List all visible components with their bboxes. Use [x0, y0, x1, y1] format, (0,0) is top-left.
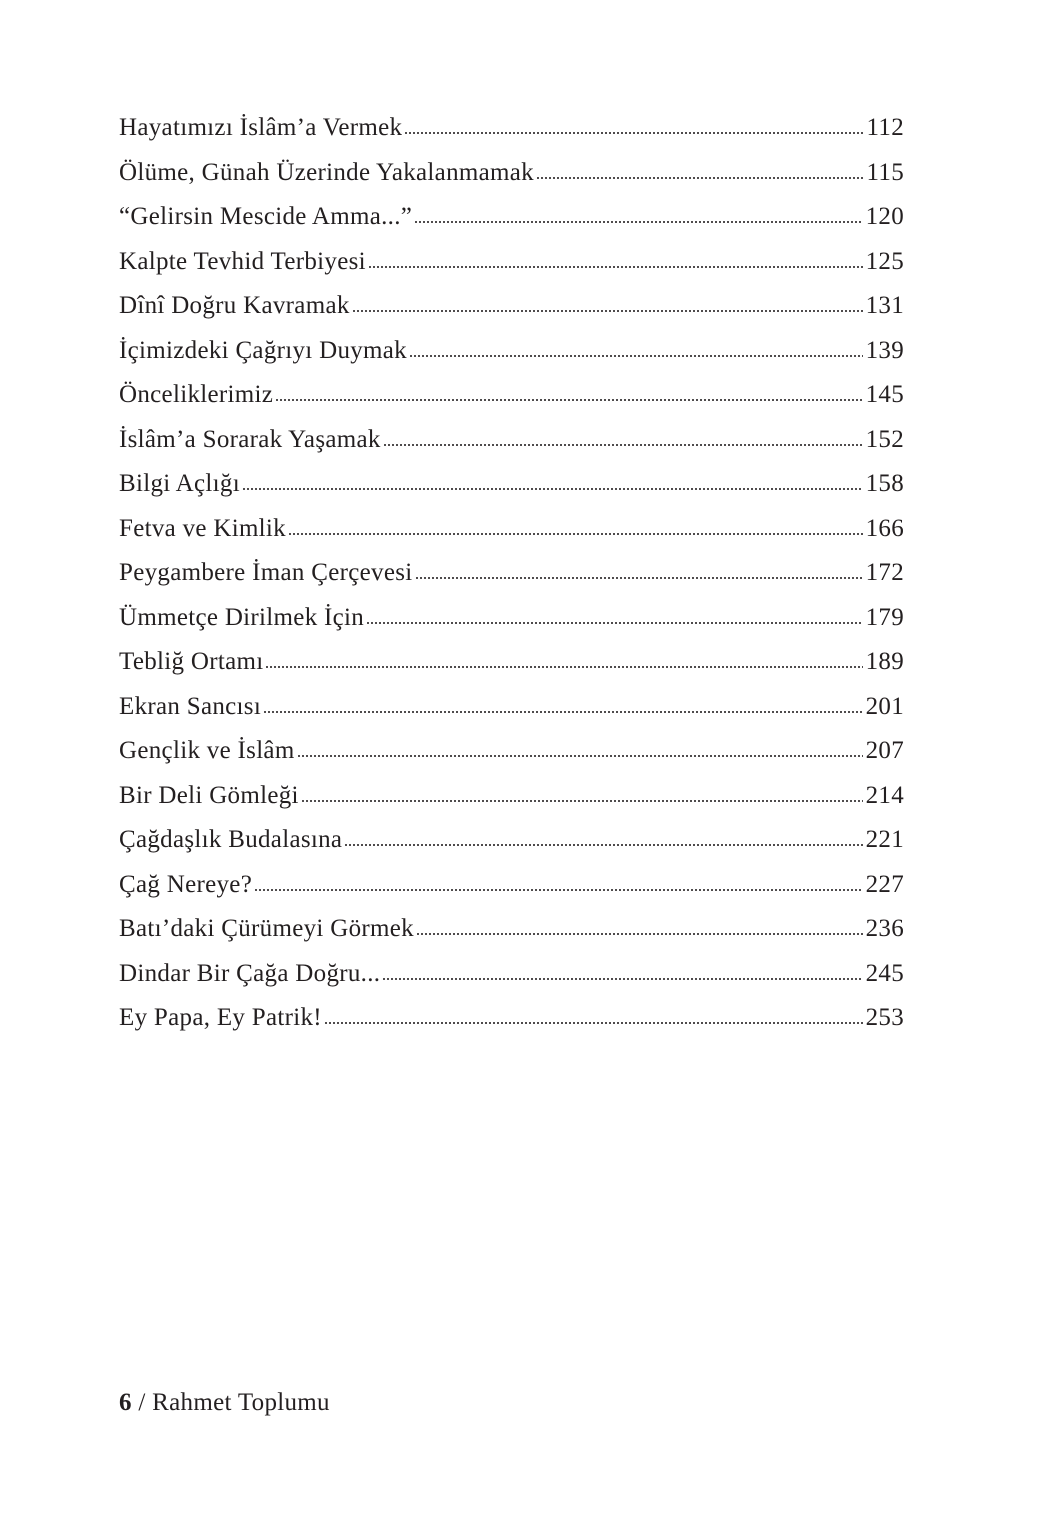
toc-entry	[119, 507, 904, 552]
toc-entry-title: İslâm’a Sorarak Yaşamak	[119, 425, 381, 453]
toc-entry	[119, 195, 904, 240]
dot-leader	[536, 177, 864, 179]
toc-entry	[119, 729, 904, 774]
toc-entry	[119, 329, 904, 374]
table-of-contents	[119, 106, 904, 1041]
toc-entry-title: Ekran Sancısı	[119, 692, 262, 720]
toc-entry-page: 214	[865, 781, 904, 809]
toc-entry-page: 125	[865, 247, 904, 275]
dot-leader	[288, 533, 863, 535]
toc-entry	[119, 907, 904, 952]
dot-leader	[352, 310, 863, 312]
toc-entry-title: Fetva ve Kimlik	[119, 514, 286, 542]
toc-entry	[119, 863, 904, 908]
toc-entry-page: 131	[865, 292, 904, 319]
toc-entry-page: 112	[866, 114, 904, 141]
dot-leader	[297, 755, 863, 757]
dot-leader	[415, 577, 863, 579]
toc-entry-page: 245	[865, 959, 904, 987]
dot-leader	[301, 800, 863, 802]
toc-entry-page: 158	[865, 470, 904, 497]
toc-entry-page: 227	[865, 870, 904, 898]
toc-entry-page: 172	[865, 559, 904, 586]
footer-page-number: 6	[119, 1389, 132, 1416]
toc-entry-title: Bilgi Açlığı	[119, 470, 240, 497]
toc-entry-page: 221	[865, 826, 904, 853]
toc-entry	[119, 373, 904, 418]
toc-entry-title: Ölüme, Günah Üzerinde Yakalanmamak	[119, 158, 534, 186]
dot-leader	[414, 221, 862, 223]
toc-entry-title: Hayatımızı İslâm’a Vermek	[119, 114, 403, 141]
toc-entry-page: 166	[865, 514, 904, 542]
toc-entry	[119, 284, 904, 329]
toc-entry-page: 201	[865, 692, 904, 720]
toc-entry	[119, 640, 904, 685]
toc-entry-title: İçimizdeki Çağrıyı Duymak	[119, 336, 407, 364]
toc-entry	[119, 240, 904, 285]
toc-entry-page: 236	[865, 915, 904, 942]
dot-leader	[404, 132, 863, 134]
toc-entry-page: 253	[865, 1004, 904, 1031]
toc-entry	[119, 596, 904, 641]
toc-entry-title: Tebliğ Ortamı	[119, 648, 264, 675]
toc-entry-page: 152	[865, 425, 904, 453]
toc-entry-title: Gençlik ve İslâm	[119, 737, 295, 764]
dot-leader	[382, 978, 862, 980]
toc-entry-page: 120	[865, 203, 904, 230]
dot-leader	[324, 1022, 863, 1024]
toc-entry-title: Çağdaşlık Budalasına	[119, 826, 343, 853]
toc-entry	[119, 418, 904, 463]
toc-entry-title: Ey Papa, Ey Patrik!	[119, 1004, 322, 1031]
toc-entry	[119, 462, 904, 507]
toc-entry	[119, 685, 904, 730]
toc-entry	[119, 996, 904, 1041]
toc-entry-title: Ümmetçe Dirilmek İçin	[119, 603, 365, 631]
toc-entry-title: Çağ Nereye?	[119, 870, 253, 898]
toc-entry-title: Önceliklerimiz	[119, 381, 274, 408]
toc-entry	[119, 151, 904, 196]
dot-leader	[409, 355, 863, 357]
toc-entry-title: Bir Deli Gömleği	[119, 781, 299, 809]
toc-entry	[119, 551, 904, 596]
toc-entry-page: 115	[866, 158, 904, 186]
dot-leader	[242, 488, 863, 490]
toc-entry-page: 139	[865, 336, 904, 364]
dot-leader	[254, 889, 863, 891]
toc-entry-page: 179	[865, 603, 904, 631]
dot-leader	[275, 399, 862, 401]
toc-entry-title: Dindar Bir Çağa Doğru...	[119, 959, 381, 987]
dot-leader	[263, 711, 863, 713]
toc-entry	[119, 818, 904, 863]
dot-leader	[265, 666, 862, 668]
toc-entry-title: Dînî Doğru Kavramak	[119, 292, 350, 319]
toc-entry-title: Peygambere İman Çerçevesi	[119, 559, 413, 586]
toc-entry	[119, 106, 904, 151]
dot-leader	[344, 844, 862, 846]
footer-separator: /	[131, 1389, 153, 1416]
toc-entry	[119, 774, 904, 819]
toc-entry-title: Batı’daki Çürümeyi Görmek	[119, 915, 414, 942]
dot-leader	[366, 622, 862, 624]
footer-book-title: Rahmet Toplumu	[152, 1389, 330, 1416]
page-footer	[119, 1389, 330, 1417]
dot-leader	[416, 933, 863, 935]
dot-leader	[368, 266, 863, 268]
toc-entry-title: Kalpte Tevhid Terbiyesi	[119, 247, 366, 275]
toc-entry	[119, 952, 904, 997]
toc-entry-page: 207	[865, 737, 904, 764]
toc-entry-page: 145	[865, 381, 904, 408]
dot-leader	[383, 444, 863, 446]
toc-entry-page: 189	[865, 648, 904, 675]
toc-entry-title: “Gelirsin Mescide Amma...”	[119, 203, 413, 230]
